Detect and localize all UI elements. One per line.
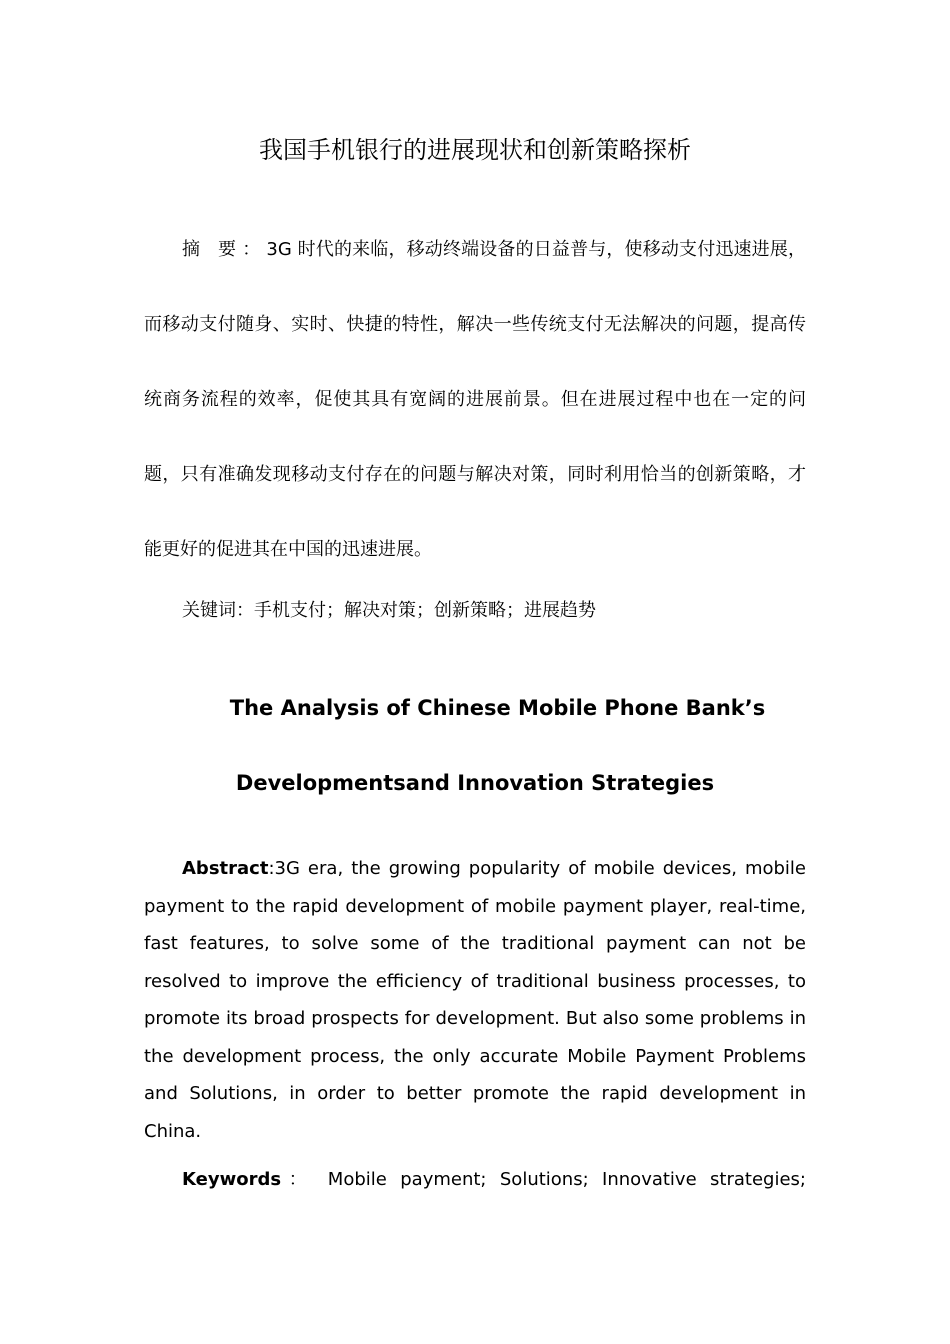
english-keywords-label: Keywords [182, 1169, 282, 1190]
chinese-abstract-text: 3G 时代的来临，移动终端设备的日益普与，使移动支付迅速进展，而移动支付随身、实时、快捷的特性，解决一些传统支付无法解决的问题，提高传统商务流程的效率，促使其具有宽阔的进展前景。但在进展过程中也在一定的问题，只有准确发现移动支付存在的问题与解决对策，同时利用恰当的创新策略，才能更好的促进其在中国的迅速进展。 [144, 239, 806, 560]
english-abstract-text: :3G era, the growing popularity of mobile devices, mobile payment to the rapid development of mobile payment player, real-time, fast features, to solve some of the traditional payment can not be resolved to improve the efficiency of traditional business processes, to promote its broad prospects for development. But also some problems in the development process, the only accurate Mobile Payment Problems and Solutions, in order to better promote the rapid development in China. [144, 858, 806, 1142]
chinese-keywords-text: 手机支付；解决对策；创新策略；进展趋势 [254, 600, 596, 621]
english-abstract [144, 850, 806, 1150]
chinese-abstract-label: 摘 要： [182, 239, 267, 260]
english-abstract-label: Abstract [182, 858, 269, 879]
chinese-title: 我国手机银行的进展现状和创新策略探析 [259, 136, 691, 164]
english-keywords [144, 1163, 806, 1197]
english-keywords-text: ： Mobile payment; Solutions; Innovative strategies; [281, 1169, 806, 1190]
chinese-keywords-label: 关键词： [182, 600, 254, 621]
english-title-line-2: Developmentsand Innovation Strategies [235, 771, 715, 795]
english-title-line-1: The Analysis of Chinese Mobile Phone Bank’s [229, 696, 766, 720]
chinese-abstract [144, 212, 806, 587]
chinese-keywords [182, 596, 806, 626]
